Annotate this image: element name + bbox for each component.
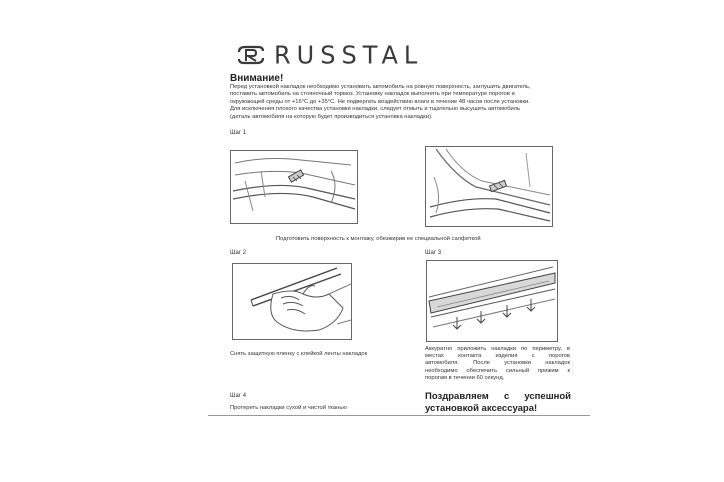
step3-caption-line: Аккуратно приложить накладки по периметру, в: [425, 346, 570, 352]
warning-line: поставить автомобиль на стояночный тормоз. Установку накладок выполнять при температуре порогов и: [230, 91, 515, 98]
step1-illustration-left: [230, 150, 358, 224]
warning-line: окружающей среды от +16°С до +35°С. Не подвергать воздействию влаги в течение 48 часов после установки.: [230, 98, 530, 105]
step3-label: Шаг 3: [425, 250, 442, 256]
warning-text: [230, 84, 590, 121]
warning-title: Внимание!: [230, 73, 284, 84]
warning-line: Для исключения плохого качества установки накладки, следует отмыть и тщательно высушить автомобиль: [230, 106, 521, 113]
step3-caption: [425, 346, 570, 382]
brand-name: RUSSTAL: [274, 40, 424, 70]
russtal-logo-icon: [236, 44, 266, 66]
step2-caption: Снять защитную пленку с клейкой ленты накладок: [230, 351, 368, 357]
apply-sill-plate-drawing: [427, 261, 557, 341]
step3-caption-line: местах контакта изделия с порогов: [425, 353, 570, 360]
step4-label: Шаг 4: [230, 393, 247, 399]
step3-caption-line: порогам в течении 60 секунд.: [425, 374, 505, 381]
congrats-line: Поздравляем с успешной: [425, 391, 571, 402]
sill-cleaning-right-drawing: [426, 147, 552, 226]
brand-logo: [236, 42, 423, 68]
warning-line: (деталь автомобиля на которую будет производиться установка накладки).: [230, 113, 433, 120]
warning-line: Перед установкой накладок необходимо установить автомобиль на ровную поверхность, заглушить двигатель,: [230, 84, 531, 90]
congrats-heading: [425, 391, 571, 415]
step1-label: Шаг 1: [230, 130, 247, 136]
step3-caption-line: необходимо обеспечить сильный прижим к: [425, 367, 570, 374]
step2-label: Шаг 2: [230, 250, 247, 256]
step1-caption: Подготовить поверхность к монтажу, обезжирив ее специальной салфеткой: [276, 236, 481, 242]
step1-illustration-right: [425, 146, 553, 227]
step2-illustration: [232, 263, 352, 340]
step3-caption-line: автомобиля. После установки накладок: [425, 360, 570, 367]
congrats-line: установкой аксессуара!: [425, 403, 538, 414]
bottom-divider: [208, 415, 590, 416]
peel-film-drawing: [233, 264, 351, 339]
sill-cleaning-left-drawing: [231, 151, 357, 223]
step4-caption: Протереть накладки сухой и чистой тканью: [230, 405, 347, 411]
step3-illustration: [426, 260, 558, 342]
